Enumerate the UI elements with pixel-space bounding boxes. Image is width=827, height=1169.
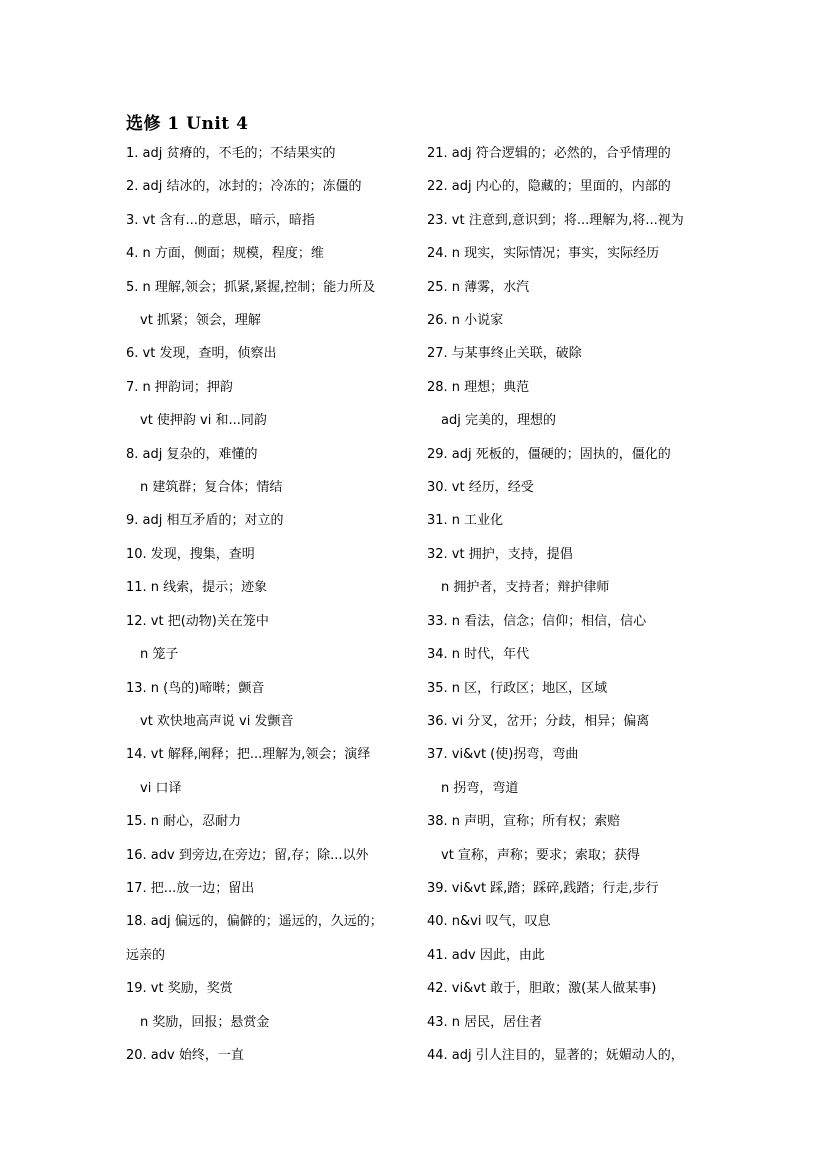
vocab-subentry: vt 抓紧；领会，理解 bbox=[140, 313, 261, 329]
vocab-entry: 43. n 居民，居住者 bbox=[427, 1014, 543, 1030]
vocab-subentry: n 奖励，回报；悬赏金 bbox=[140, 1014, 270, 1030]
vocab-entry: 25. n 薄雾，水汽 bbox=[427, 279, 530, 295]
vocab-entry: 35. n 区，行政区；地区，区域 bbox=[427, 680, 608, 696]
vocab-entry: 23. vt 注意到,意识到；将...理解为,将...视为 bbox=[427, 212, 684, 228]
vocab-entry: 33. n 看法，信念；信仰；相信，信心 bbox=[427, 613, 647, 629]
vocab-entry: 19. vt 奖励，奖赏 bbox=[126, 981, 233, 997]
page-title: 选修 1 Unit 4 bbox=[126, 114, 249, 134]
vocab-subentry: vi 口译 bbox=[140, 780, 182, 796]
vocab-entry: 30. vt 经历，经受 bbox=[427, 480, 534, 496]
vocab-subentry: adj 完美的，理想的 bbox=[441, 413, 556, 429]
vocab-entry: 41. adv 因此，由此 bbox=[427, 947, 545, 963]
vocab-entry: 7. n 押韵词；押韵 bbox=[126, 379, 233, 395]
vocab-entry: 8. adj 复杂的，难懂的 bbox=[126, 446, 258, 462]
vocab-entry: 22. adj 内心的，隐藏的；里面的，内部的 bbox=[427, 179, 671, 195]
vocab-subentry: n 建筑群；复合体；情结 bbox=[140, 480, 283, 496]
vocab-entry: 27. 与某事终止关联，破除 bbox=[427, 346, 582, 362]
vocab-entry: 14. vt 解释,阐释；把...理解为,领会；演绎 bbox=[126, 747, 371, 763]
vocab-entry: 44. adj 引人注目的，显著的；妩媚动人的， bbox=[427, 1047, 684, 1063]
vocab-entry: 12. vt 把(动物)关在笼中 bbox=[126, 613, 269, 629]
vocab-subentry: n 拐弯，弯道 bbox=[441, 780, 519, 796]
vocab-entry: 24. n 现实，实际情况；事实，实际经历 bbox=[427, 246, 660, 262]
left-vocab-column bbox=[126, 144, 416, 1079]
vocab-entry: 13. n (鸟的)啼啭；颤音 bbox=[126, 680, 265, 696]
vocab-entry: 10. 发现，搜集，查明 bbox=[126, 546, 255, 562]
vocab-entry: 18. adj 偏远的，偏僻的；遥远的，久远的； bbox=[126, 914, 383, 930]
vocab-entry: 9. adj 相互矛盾的；对立的 bbox=[126, 513, 284, 529]
vocab-entry: 39. vi&vt 踩,踏；踩碎,践踏；行走,步行 bbox=[427, 880, 659, 896]
vocab-subentry: vt 宣称，声称；要求；索取；获得 bbox=[441, 847, 640, 863]
vocab-entry: 40. n&vi 叹气，叹息 bbox=[427, 914, 551, 930]
vocab-entry: 36. vi 分叉，岔开；分歧，相异；偏离 bbox=[427, 713, 650, 729]
vocab-entry: 20. adv 始终，一直 bbox=[126, 1047, 244, 1063]
vocab-entry: 16. adv 到旁边,在旁边；留,存；除...以外 bbox=[126, 847, 369, 863]
vocab-subentry: n 拥护者，支持者；辩护律师 bbox=[441, 580, 610, 596]
vocab-entry: 31. n 工业化 bbox=[427, 513, 504, 529]
vocab-entry: 42. vi&vt 敢于，胆敢；激(某人做某事) bbox=[427, 981, 657, 997]
vocab-entry: 3. vt 含有...的意思，暗示，暗指 bbox=[126, 212, 315, 228]
vocab-subentry: vt 欢快地高声说 vi 发颤音 bbox=[140, 713, 294, 729]
vocab-entry: 17. 把...放一边；留出 bbox=[126, 880, 255, 896]
vocab-entry: 26. n 小说家 bbox=[427, 313, 504, 329]
vocab-entry: 4. n 方面，侧面；规模，程度；维 bbox=[126, 246, 324, 262]
right-vocab-column bbox=[427, 144, 727, 1079]
vocab-entry: 29. adj 死板的，僵硬的；固执的，僵化的 bbox=[427, 446, 671, 462]
vocab-entry: 21. adj 符合逻辑的；必然的，合乎情理的 bbox=[427, 146, 671, 161]
vocab-subentry: n 笼子 bbox=[140, 647, 179, 663]
vocab-entry: 37. vi&vt (使)拐弯，弯曲 bbox=[427, 747, 579, 763]
vocab-subentry: vt 使押韵 vi 和...同韵 bbox=[140, 413, 267, 429]
vocab-entry: 34. n 时代，年代 bbox=[427, 647, 530, 663]
vocab-entry: 38. n 声明，宣称；所有权；索赔 bbox=[427, 814, 621, 830]
vocab-entry: 28. n 理想；典范 bbox=[427, 379, 530, 395]
vocab-entry: 15. n 耐心，忍耐力 bbox=[126, 814, 242, 830]
vocab-entry: 1. adj 贫瘠的，不毛的；不结果实的 bbox=[126, 146, 336, 161]
vocab-entry: 2. adj 结冰的，冰封的；冷冻的；冻僵的 bbox=[126, 179, 362, 195]
vocab-entry: 6. vt 发现，查明，侦察出 bbox=[126, 346, 277, 362]
vocab-entry: 11. n 线索，提示；迹象 bbox=[126, 580, 268, 596]
vocab-entry: 5. n 理解,领会；抓紧,紧握,控制；能力所及 bbox=[126, 279, 376, 295]
vocab-entry: 32. vt 拥护，支持，提倡 bbox=[427, 546, 573, 562]
vocab-entry-continuation: 远亲的 bbox=[126, 947, 166, 963]
